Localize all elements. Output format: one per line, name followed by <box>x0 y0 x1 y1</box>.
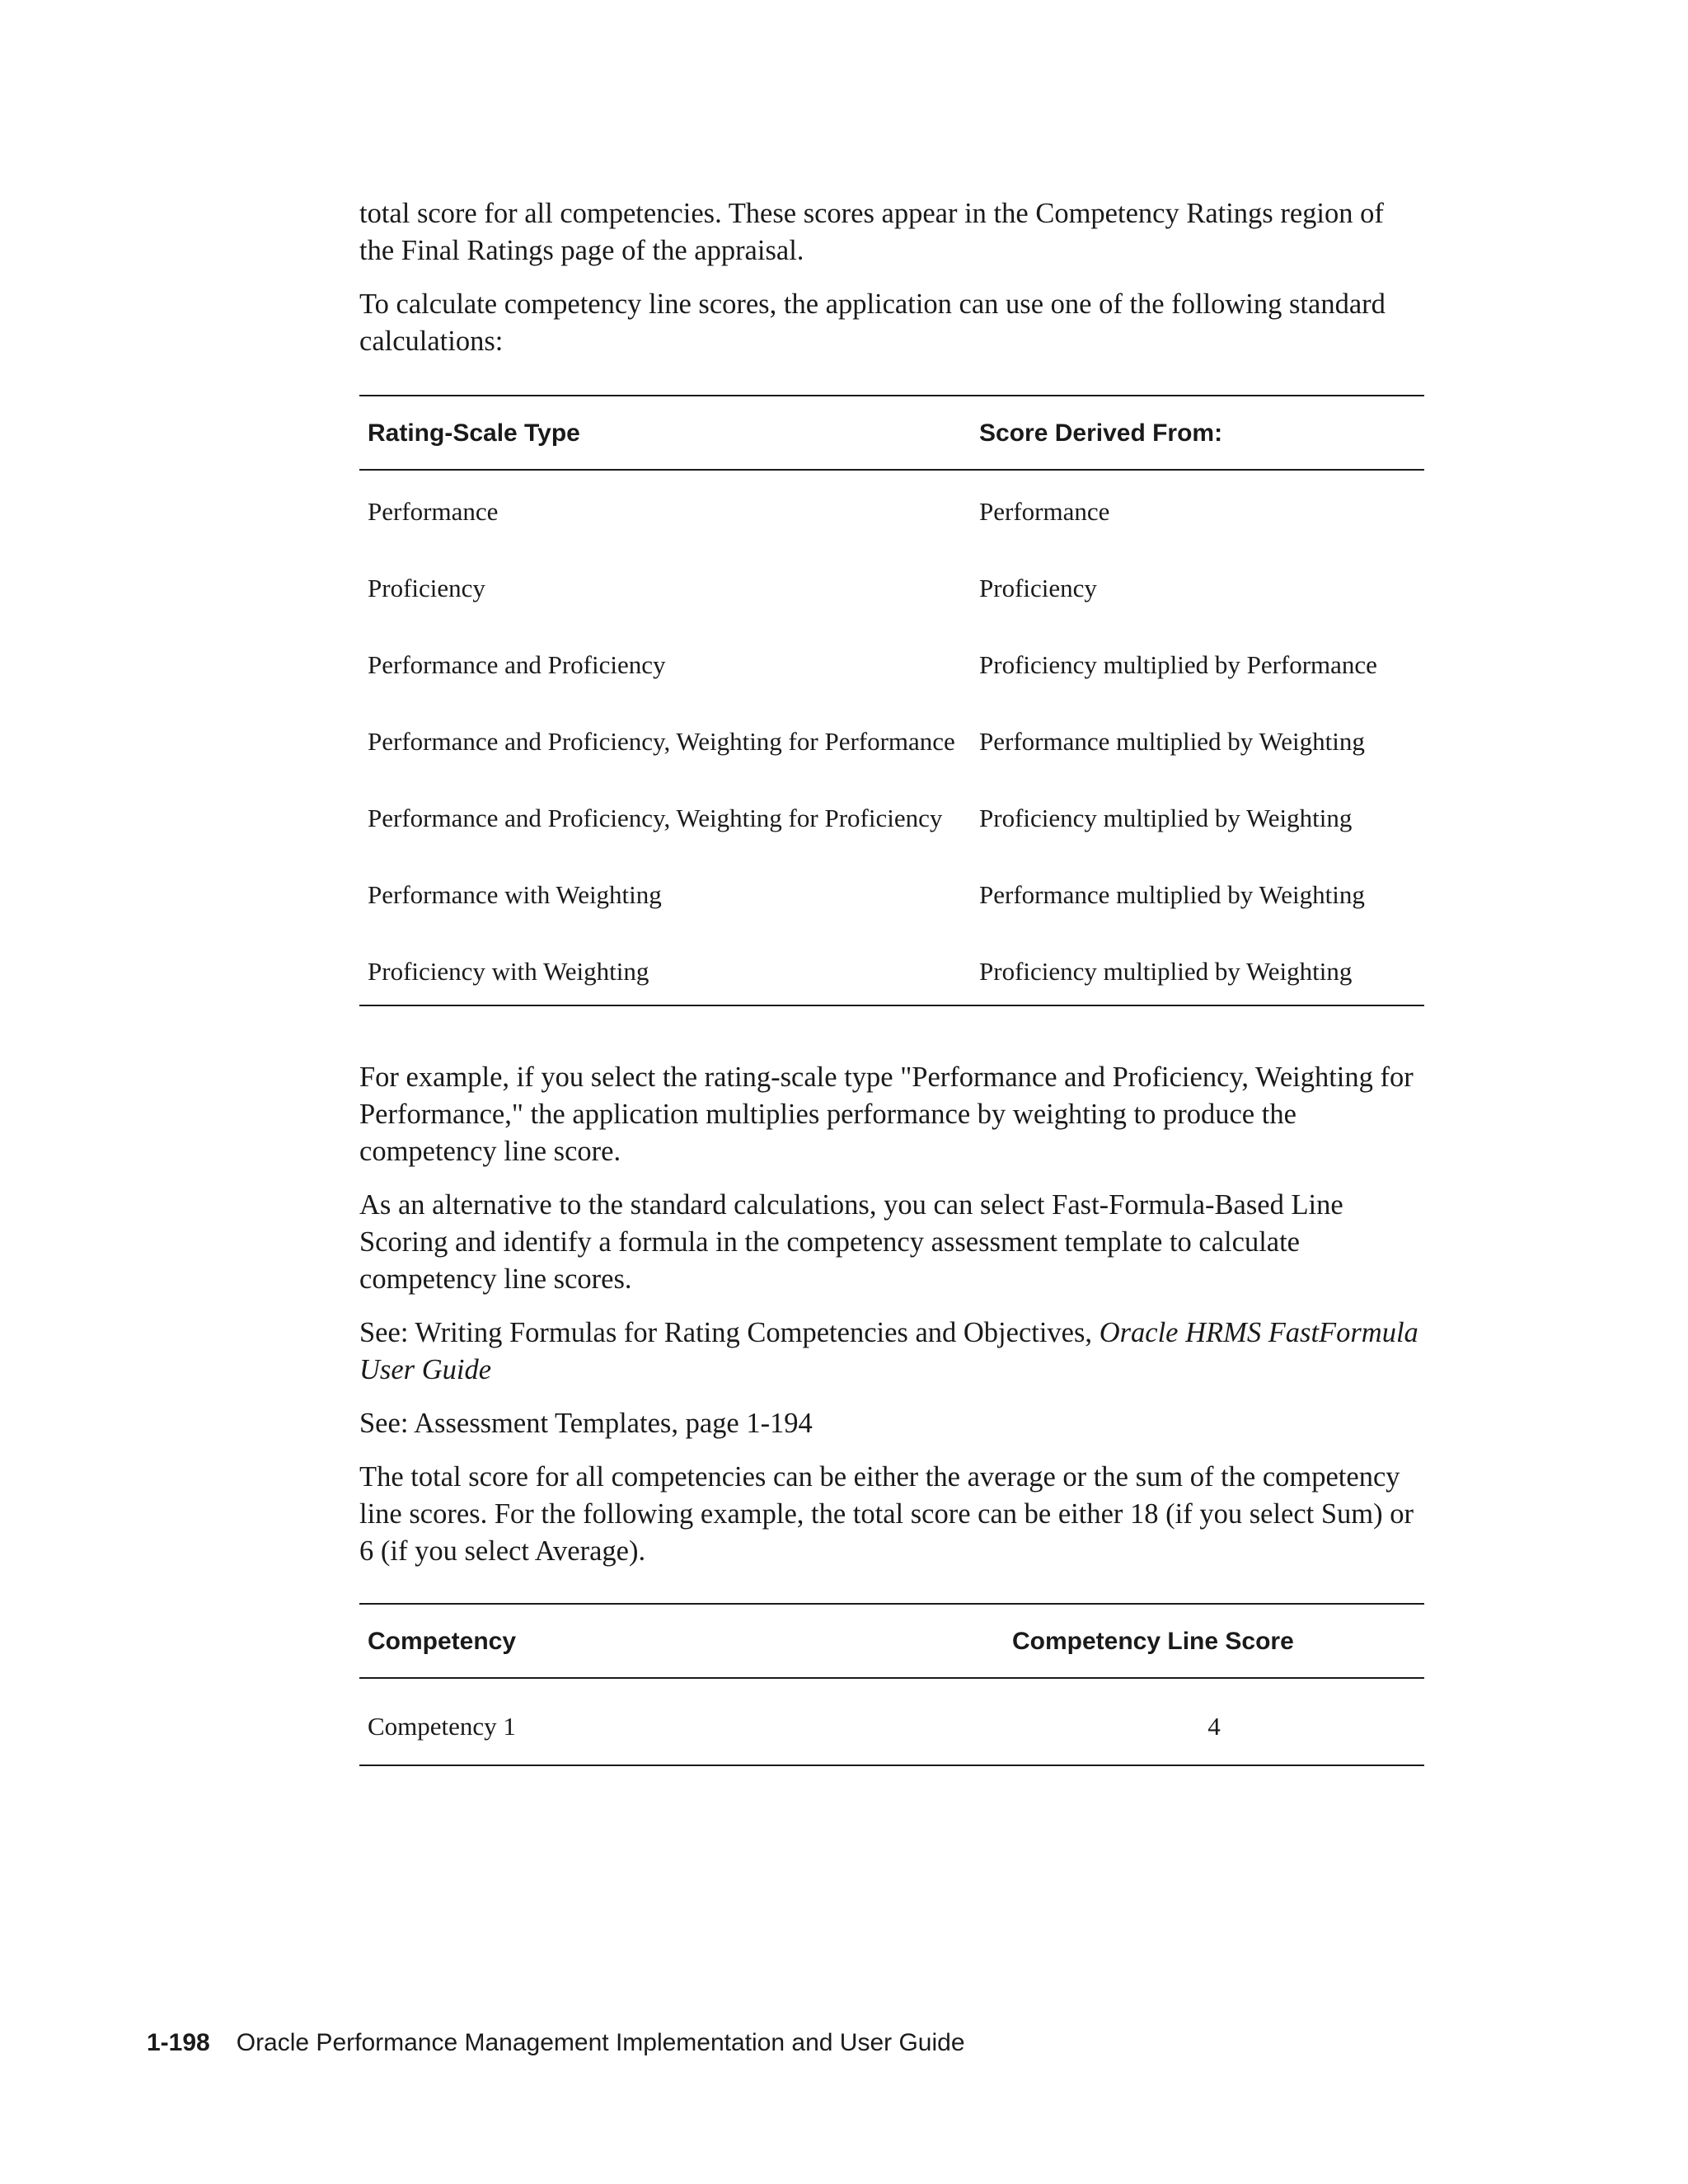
table-cell: Proficiency multiplied by Performance <box>979 650 1377 679</box>
column-header-competency-line-score: Competency Line Score <box>1004 1604 1424 1678</box>
table-row <box>359 955 1424 1005</box>
table-row <box>359 1678 1424 1765</box>
table-cell: Performance multiplied by Weighting <box>979 880 1365 909</box>
paragraph-see-writing-formulas <box>359 1315 1424 1389</box>
table-cell: Proficiency <box>368 574 485 602</box>
table-row <box>359 725 1424 802</box>
page-content <box>359 195 1424 1766</box>
table-cell: Performance and Proficiency, Weighting for Proficiency <box>368 804 943 832</box>
table-cell: Performance and Proficiency <box>368 650 666 679</box>
paragraph-standard-calculations: To calculate competency line scores, the application can use one of the following standard calculations: <box>359 288 1386 357</box>
table-cell: Competency 1 <box>368 1712 516 1741</box>
table-row <box>359 879 1424 955</box>
competency-score-table <box>359 1603 1424 1766</box>
table-cell: Performance multiplied by Weighting <box>979 727 1365 756</box>
table-header-row <box>359 396 1424 470</box>
table-cell: Proficiency multiplied by Weighting <box>979 957 1353 986</box>
page-footer <box>147 2029 965 2057</box>
table-row <box>359 802 1424 879</box>
paragraph-total-score-example: The total score for all competencies can be either the average or the sum of the competency line scores. For the following example, the total score can be either 18 (if you select Sum) or 6 (if you select Average). <box>359 1461 1414 1567</box>
table-cell: Performance and Proficiency, Weighting for Performance <box>368 727 955 756</box>
table-row <box>359 649 1424 725</box>
rating-scale-table <box>359 395 1424 1006</box>
table-cell: Proficiency <box>979 574 1097 602</box>
table-header-row <box>359 1604 1424 1678</box>
column-header-competency: Competency <box>359 1604 1004 1678</box>
table-cell: Performance <box>368 497 499 526</box>
table-cell: Proficiency with Weighting <box>368 957 649 986</box>
paragraph-fast-formula-alternative: As an alternative to the standard calculations, you can select Fast-Formula-Based Line Scoring and identify a formula in the competency assessment template to calculate competency line scores. <box>359 1189 1343 1295</box>
footer-book-title: Oracle Performance Management Implementation and User Guide <box>236 2029 965 2056</box>
see-reference-text: See: Writing Formulas for Rating Competencies and Objectives, <box>359 1317 1100 1348</box>
paragraph-total-score-intro: total score for all competencies. These scores appear in the Competency Ratings region of the Final Ratings page of the appraisal. <box>359 198 1384 266</box>
table-cell: Proficiency multiplied by Weighting <box>979 804 1353 832</box>
table-cell: Performance with Weighting <box>368 880 662 909</box>
paragraph-example: For example, if you select the rating-scale type "Performance and Proficiency, Weighting for Performance," the application multiplies performance by weighting to produce the competency line score. <box>359 1062 1414 1167</box>
table-cell: Performance <box>979 497 1110 526</box>
table-cell: 4 <box>1207 1712 1221 1741</box>
column-header-score-derived-from: Score Derived From: <box>971 396 1424 470</box>
table-row <box>359 572 1424 649</box>
paragraph-see-assessment-templates: See: Assessment Templates, page 1-194 <box>359 1408 813 1439</box>
table-row <box>359 470 1424 572</box>
column-header-rating-scale-type: Rating-Scale Type <box>359 396 971 470</box>
page-number: 1-198 <box>147 2029 210 2056</box>
book-title-italic: Oracle HRMS FastFormula User Guide <box>359 1317 1418 1385</box>
